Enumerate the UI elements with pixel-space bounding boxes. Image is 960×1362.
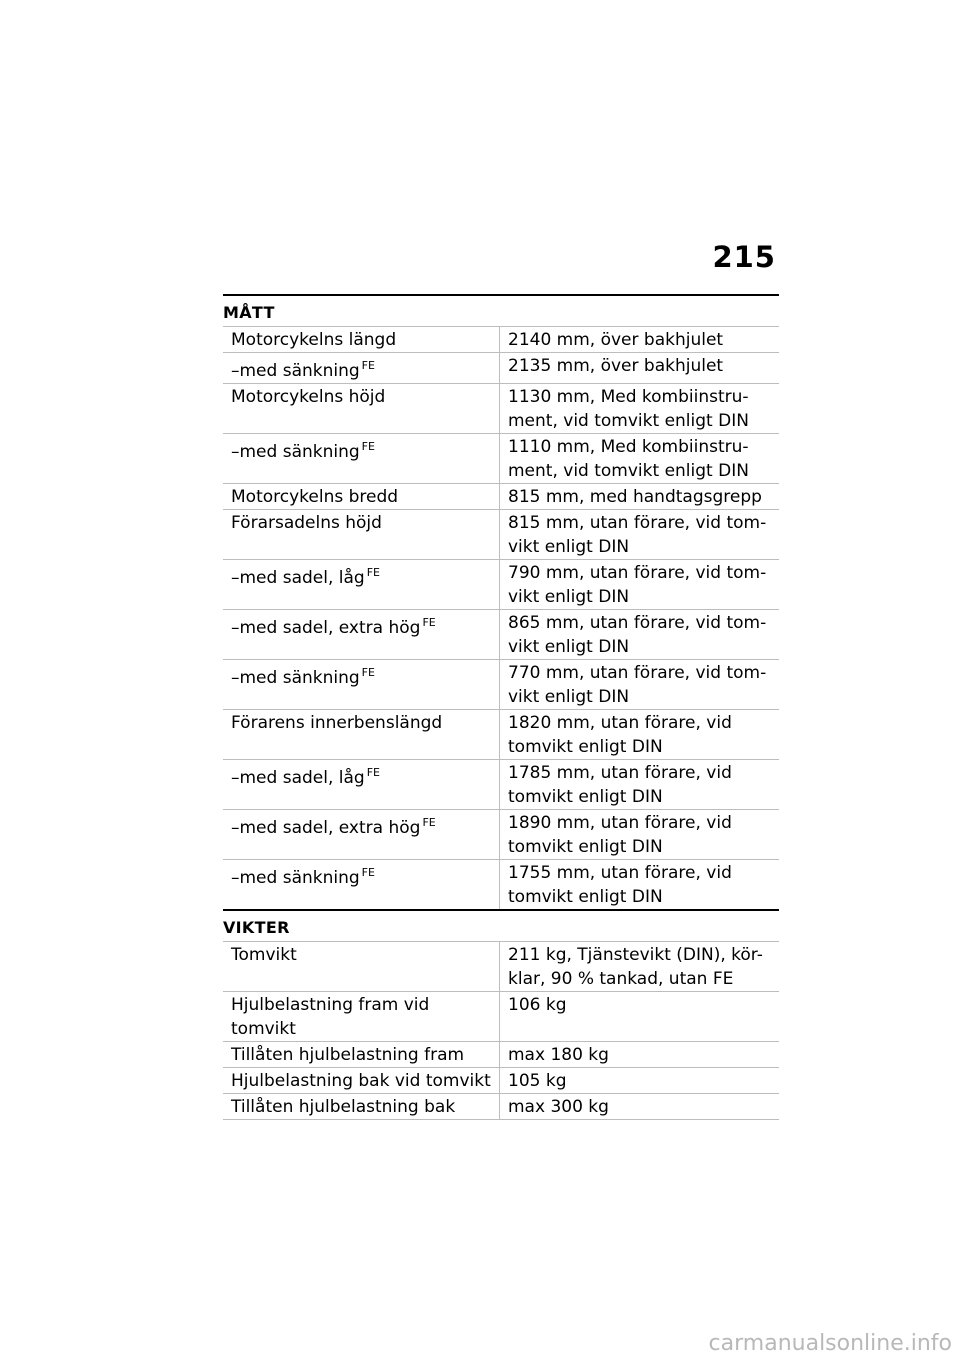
table-row [223, 660, 779, 710]
spec-label: –med sänkning [231, 668, 360, 688]
spec-label-cell [223, 384, 500, 434]
spec-label-cell [223, 510, 500, 560]
table-row [223, 327, 779, 353]
spec-label-cell [223, 810, 500, 860]
watermark: carmanualsonline.info [708, 1331, 952, 1356]
table-row [223, 560, 779, 610]
spec-value: 790 mm, utan förare, vid tom-vikt enligt DIN [500, 560, 780, 610]
table-row [223, 1068, 779, 1094]
table-row [223, 384, 779, 434]
spec-value: max 300 kg [500, 1094, 780, 1120]
section-title: VIKTER [223, 918, 290, 937]
table-row [223, 353, 779, 384]
spec-value: 1755 mm, utan förare, vid tomvikt enligt DIN [500, 860, 780, 910]
table-row [223, 942, 779, 992]
spec-label-cell [223, 942, 500, 992]
spec-value: 2140 mm, över bakhjulet [500, 327, 780, 353]
table-row [223, 992, 779, 1042]
spec-value: 211 kg, Tjänstevikt (DIN), kör-klar, 90 % tankad, utan FE [500, 942, 780, 992]
spec-label: Förarsadelns höjd [231, 513, 382, 533]
spec-label-cell [223, 610, 500, 660]
spec-value: 1110 mm, Med kombiinstru-ment, vid tomvikt enligt DIN [500, 434, 780, 484]
spec-value: 1820 mm, utan förare, vid tomvikt enligt DIN [500, 710, 780, 760]
spec-value: 2135 mm, över bakhjulet [500, 353, 780, 384]
table-row [223, 1094, 779, 1120]
spec-value: 770 mm, utan förare, vid tom-vikt enligt DIN [500, 660, 780, 710]
table-row [223, 710, 779, 760]
spec-value: 1785 mm, utan förare, vid tomvikt enligt DIN [500, 760, 780, 810]
table-row [223, 434, 779, 484]
spec-label: Motorcykelns längd [231, 330, 397, 350]
spec-label: –med sänkning [231, 442, 360, 462]
spec-table-vikter [223, 941, 779, 1120]
spec-label-cell [223, 560, 500, 610]
table-row [223, 810, 779, 860]
spec-value: max 180 kg [500, 1042, 780, 1068]
optional-equipment-marker: FE [361, 666, 375, 679]
spec-label: –med sänkning [231, 361, 360, 381]
table-row [223, 760, 779, 810]
spec-label-cell [223, 1042, 500, 1068]
section-divider [223, 909, 779, 911]
spec-label: Hjulbelastning fram vid tomvikt [231, 995, 430, 1039]
spec-label: –med sadel, låg [231, 568, 365, 588]
spec-label-cell [223, 760, 500, 810]
spec-label: Motorcykelns höjd [231, 387, 386, 407]
spec-label: Förarens innerbenslängd [231, 713, 443, 733]
spec-label-cell [223, 992, 500, 1042]
spec-label: Hjulbelastning bak vid tomvikt [231, 1071, 491, 1091]
section-title: MÅTT [223, 303, 275, 322]
spec-label-cell [223, 860, 500, 910]
spec-label: Motorcykelns bredd [231, 487, 399, 507]
spec-label: –med sadel, extra hög [231, 618, 421, 638]
spec-label: –med sänkning [231, 868, 360, 888]
table-row [223, 610, 779, 660]
optional-equipment-marker: FE [422, 616, 436, 629]
optional-equipment-marker: FE [361, 359, 375, 372]
optional-equipment-marker: FE [422, 816, 436, 829]
optional-equipment-marker: FE [366, 766, 380, 779]
optional-equipment-marker: FE [361, 440, 375, 453]
spec-label-cell [223, 484, 500, 510]
spec-label-cell [223, 434, 500, 484]
spec-label: Tomvikt [231, 945, 297, 965]
spec-label: –med sadel, låg [231, 768, 365, 788]
section-divider [223, 294, 779, 296]
spec-label-cell [223, 1094, 500, 1120]
spec-value: 105 kg [500, 1068, 780, 1094]
optional-equipment-marker: FE [366, 566, 380, 579]
spec-value: 815 mm, med handtagsgrepp [500, 484, 780, 510]
spec-label-cell [223, 1068, 500, 1094]
optional-equipment-marker: FE [361, 866, 375, 879]
spec-value: 865 mm, utan förare, vid tom-vikt enligt DIN [500, 610, 780, 660]
spec-label: Tillåten hjulbelastning fram [231, 1045, 465, 1065]
spec-label-cell [223, 327, 500, 353]
spec-label-cell [223, 710, 500, 760]
spec-table-matt [223, 326, 779, 910]
spec-value: 1130 mm, Med kombiinstru-ment, vid tomvikt enligt DIN [500, 384, 780, 434]
spec-value: 1890 mm, utan förare, vid tomvikt enligt DIN [500, 810, 780, 860]
section-vikter [223, 909, 779, 1120]
spec-label-cell [223, 353, 500, 384]
table-row [223, 860, 779, 910]
table-row [223, 510, 779, 560]
section-matt [223, 294, 779, 910]
spec-value: 106 kg [500, 992, 780, 1042]
page-number: 215 [712, 240, 776, 274]
spec-label-cell [223, 660, 500, 710]
spec-label: Tillåten hjulbelastning bak [231, 1097, 456, 1117]
table-row [223, 484, 779, 510]
spec-label: –med sadel, extra hög [231, 818, 421, 838]
table-row [223, 1042, 779, 1068]
spec-value: 815 mm, utan förare, vid tom-vikt enligt DIN [500, 510, 780, 560]
